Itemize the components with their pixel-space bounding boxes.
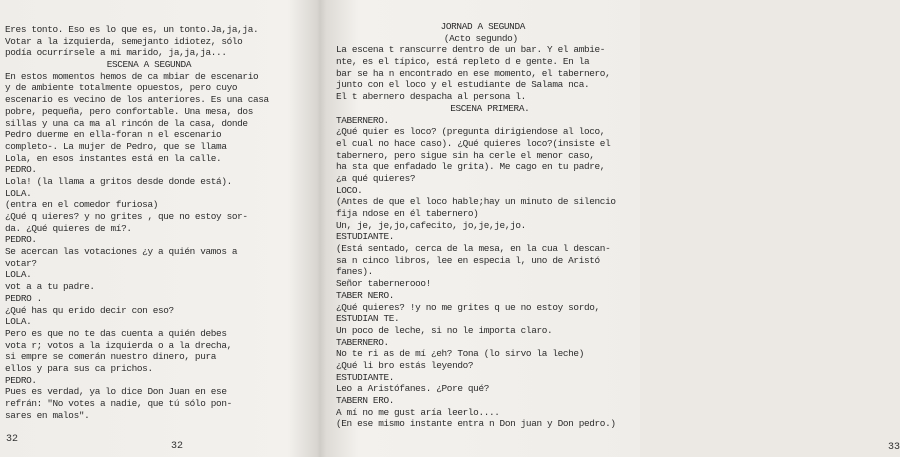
- text-line: ¿Qué li bro estás leyendo?: [336, 359, 474, 371]
- right-page-text: [336, 21, 616, 430]
- text-line: (En ese mismo instante entra n Don juan y Don pedro.): [336, 418, 616, 430]
- text-line: (Antes de que el loco hable;hay un minuto de silencio: [336, 196, 616, 208]
- text-line: si empre se comerán nuestro dinero, pura: [5, 351, 217, 363]
- text-line: LOLA.: [5, 316, 32, 328]
- text-line: (Está sentado, cerca de la mesa, en la cua l descan-: [336, 243, 611, 255]
- right-page: [322, 0, 900, 457]
- text-line: Leo a Aristófanes. ¿Pore qué?: [336, 383, 490, 395]
- text-line: Eres tonto. Eso es lo que es, un tonto.Ja,ja,ja.: [5, 24, 259, 35]
- text-line: En estos momentos hemos de ca mbiar de escenario: [5, 70, 259, 82]
- text-line: TABERNERO.: [336, 336, 389, 348]
- left-page: [0, 0, 318, 457]
- text-line: LOLA.: [5, 187, 32, 199]
- text-line: PEDRO.: [5, 164, 37, 176]
- text-line: ellos y para sus ca prichos.: [5, 362, 153, 374]
- text-line: ¿Qué quier es loco? (pregunta dirigiendose al loco,: [336, 126, 606, 138]
- text-line: ESTUDIAN TE.: [336, 313, 400, 325]
- text-line: Un, je, je,jo,cafecito, jo,je,je,jo.: [336, 219, 526, 231]
- text-line: ¿Qué has qu erido decir con eso?: [5, 304, 174, 316]
- text-line: nte, es el típico, está repleto d e gente. En la: [336, 56, 590, 68]
- text-line: ESTUDIANTE.: [336, 231, 395, 243]
- text-line: Lola, en esos instantes está en la calle.: [5, 152, 222, 164]
- text-line: A mí no me gust aría leerlo....: [336, 406, 500, 418]
- text-line: refrán: "No votes a nadie, que tú sólo pon-: [5, 398, 232, 409]
- text-line: PEDRO .: [5, 292, 42, 304]
- text-line: da. ¿Qué quieres de mí?.: [5, 222, 132, 234]
- text-line: TABERN ERO.: [336, 395, 395, 406]
- page-number-right: 33: [888, 442, 900, 453]
- left-page-text: [5, 24, 269, 421]
- text-line: pobre, pequeña, pero confortable. Una mesa, dos: [5, 105, 253, 117]
- text-line: y de ambiente totalmente opuestos, pero cuyo: [5, 82, 238, 94]
- text-line: Se acercan las votaciones ¿y a quién vamos a: [5, 246, 238, 258]
- text-line: Señor tabernerooo!: [336, 278, 431, 290]
- text-line: Lola! (la llama a gritos desde donde está).: [5, 175, 232, 187]
- text-line: No te ri as de mí ¿eh? Tona (lo sirvo la leche): [336, 348, 584, 360]
- text-line: ha sta que enfadado le grita). Me cago en tu padre,: [336, 161, 606, 173]
- text-line: ESTUDIANTE.: [336, 371, 395, 383]
- text-line: vota r; votos a la izquierda o a la drecha,: [5, 339, 232, 351]
- text-line: sillas y una ca ma al rincón de la casa, donde: [5, 117, 248, 129]
- text-line: El t abernero despacha al persona l.: [336, 91, 526, 103]
- text-line: ESCENA A SEGUNDA: [106, 59, 192, 71]
- page-number-left-center: 32: [171, 441, 184, 452]
- text-line: vot a a tu padre.: [5, 281, 95, 293]
- text-line: Pero es que no te das cuenta a quién debes: [5, 327, 227, 339]
- text-line: ¿Qué quieres? !y no me grites q ue no estoy sordo,: [336, 301, 600, 313]
- text-line: ¿a qué quieres?: [336, 172, 416, 184]
- text-line: escenario es vecino de los anteriores. Es una casa: [5, 94, 269, 106]
- text-line: TABERNERO.: [336, 114, 389, 126]
- text-line: Pedro duerme en ella-foran n el escenario: [5, 129, 222, 141]
- text-line: (entra en el comedor furiosa): [5, 199, 159, 211]
- text-line: el cual no hace caso). ¿Qué quieres loco?(insiste el: [336, 137, 611, 149]
- text-line: podía ocurrírsele a mi marido, ja,ja,ja...: [5, 47, 227, 59]
- text-line: sa n cinco libros, lee en especia l, uno de Aristó: [336, 254, 600, 266]
- text-line: sares en malos".: [5, 409, 90, 421]
- text-line: Pues es verdad, ya lo dice Don Juan en ese: [5, 386, 227, 398]
- text-line: Un poco de leche, si no le importa claro.: [336, 324, 553, 336]
- text-line: junto con el loco y el estudiante de Salama nca.: [336, 79, 590, 91]
- text-line: ESCENA PRIMERA.: [450, 102, 530, 114]
- text-line: JORNAD A SEGUNDA: [440, 21, 526, 32]
- text-line: (Acto segundo): [443, 32, 518, 44]
- text-line: LOLA.: [5, 269, 32, 281]
- text-line: votar?: [5, 257, 37, 269]
- text-line: PEDRO.: [5, 374, 37, 386]
- text-line: TABER NERO.: [336, 289, 395, 301]
- text-line: completo-. La mujer de Pedro, que se llama: [5, 140, 227, 152]
- text-line: Votar a la izquierda, semejanto idiotez, sólo: [5, 35, 243, 47]
- page-number-left: 32: [6, 434, 19, 445]
- text-line: bar se ha n encontrado en ese momento, el tabernero,: [336, 67, 611, 79]
- text-line: PEDRO.: [5, 234, 37, 246]
- text-line: fija ndose en él tabernero): [336, 208, 479, 219]
- text-line: tabernero, pero sigue sin ha cerle el menor caso,: [336, 149, 595, 161]
- text-line: ¿Qué q uieres? y no grites , que no estoy sor-: [5, 211, 248, 222]
- text-line: La escena t ranscurre dentro de un bar. Y el ambie-: [336, 44, 606, 56]
- text-line: fanes).: [336, 266, 373, 278]
- text-line: LOCO.: [336, 184, 363, 196]
